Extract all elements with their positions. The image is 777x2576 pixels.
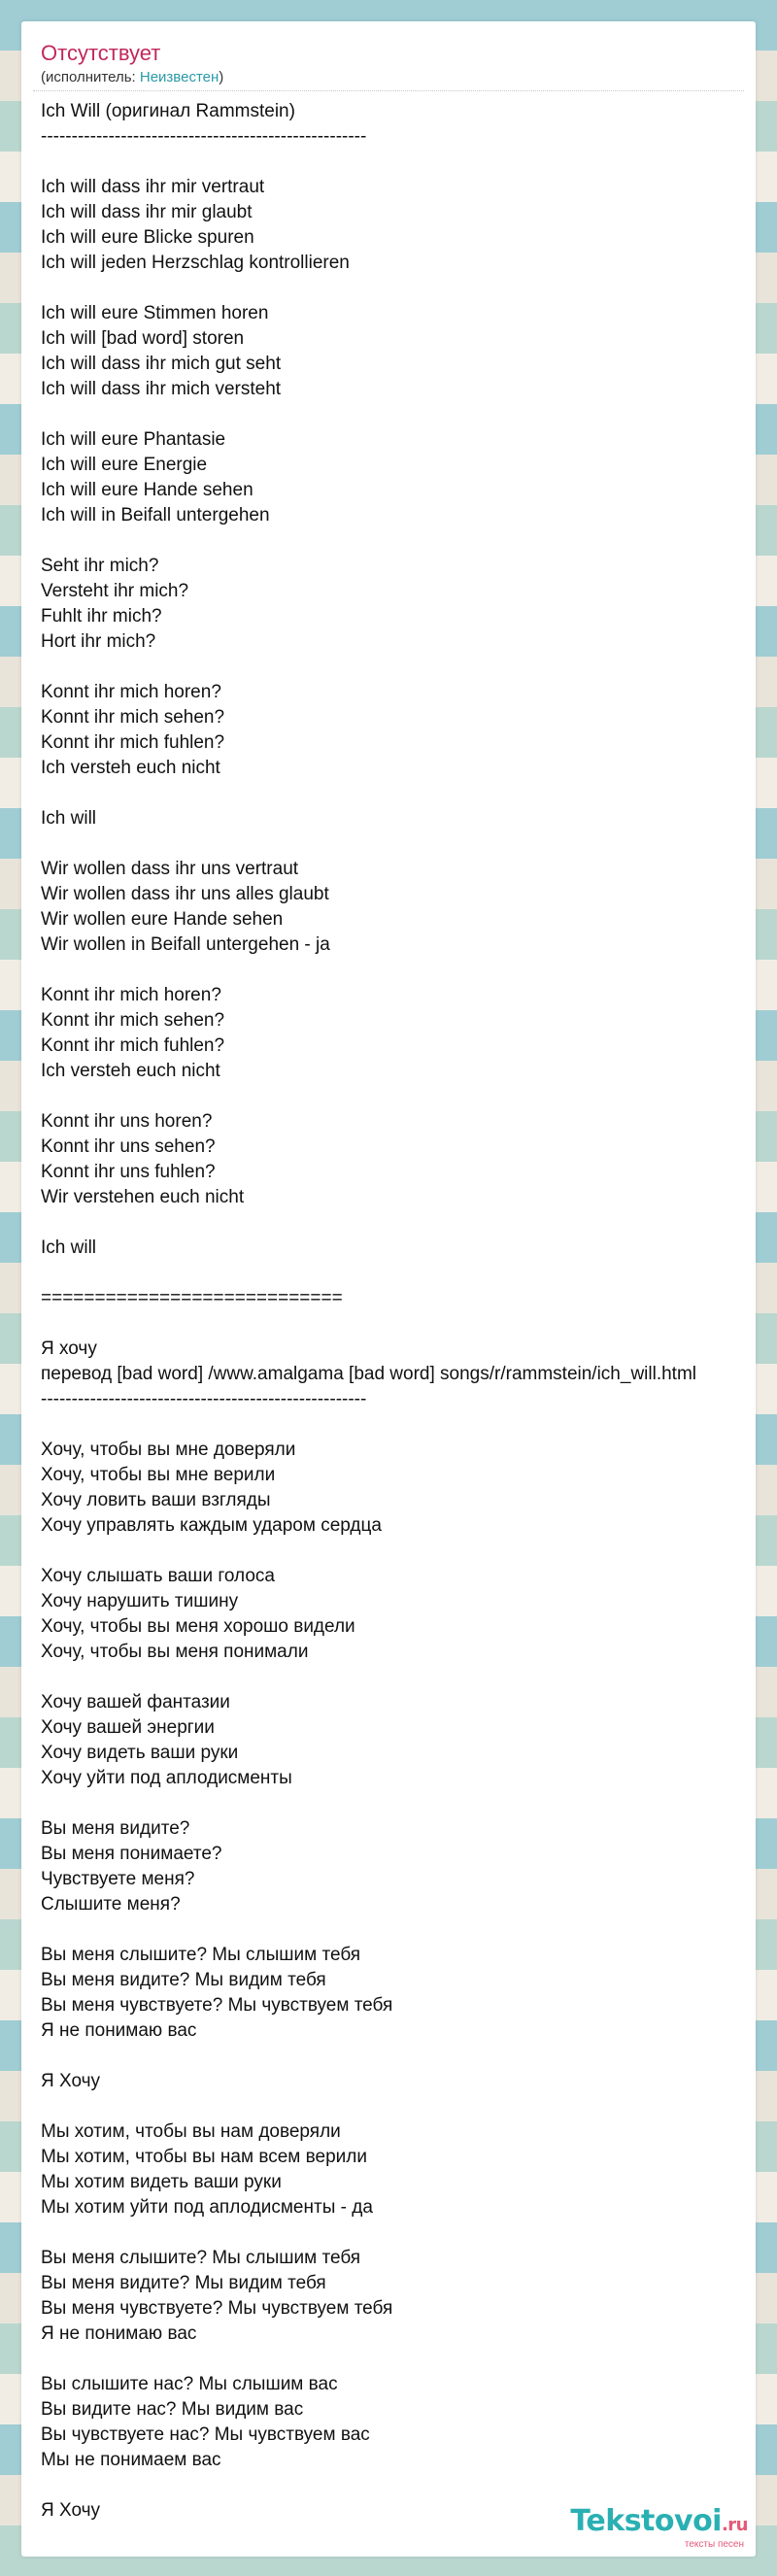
lyrics-card	[21, 21, 756, 2557]
artist-line	[41, 68, 223, 87]
artist-suffix: )	[219, 69, 224, 85]
logo-wordmark	[570, 2506, 748, 2541]
header-divider	[33, 90, 744, 91]
logo-tagline: тексты песен	[684, 2539, 744, 2550]
logo-name: Tekstovoi	[570, 2504, 722, 2538]
site-logo[interactable]	[570, 2506, 748, 2551]
logo-tld: .ru	[721, 2515, 748, 2535]
song-title: Отсутствует	[41, 41, 161, 65]
lyrics-text: Ich Will (оригинал Rammstein) ----------------------------------------------------- Ich will dass ihr mir vertraut Ich will dass ihr mir glaubt Ich will eure Blicke spuren Ich will jeden Herzschlag kontrollieren Ich will eure Stimmen horen Ich will [bad word] storen Ich will dass ihr mich gut seht Ich will dass ihr mich versteht Ich will eure Phantasie Ich will eure Energie Ich will eure Hande sehen Ich will in Beifall untergehen Seht ihr mich? Versteht ihr mich? Fuhlt ihr mich? Hort ihr mich? Konnt ihr mich horen? Konnt ihr mich sehen? Konnt ihr mich fuhlen? Ich versteh euch nicht Ich will Wir wollen dass ihr uns vertraut Wir wollen dass ihr uns alles glaubt Wir wollen eure Hande sehen Wir wollen in Beifall untergehen - ja Konnt ihr mich horen? Konnt ihr mich sehen? Konnt ihr mich fuhlen? Ich versteh euch nicht Konnt ihr uns horen? Konnt ihr uns sehen? Konnt ihr uns fuhlen? Wir verstehen euch nicht Ich will ============================ Я хочу перевод [bad word] /www.amalgama [bad word] songs/r/rammstein/ich_will.html ----------------------------------------------------- Хочу, чтобы вы мне доверяли Хочу, чтобы вы мне верили Хочу ловить ваши взгляды Хочу управлять каждым ударом сердца Хочу слышать ваши голоса Хочу нарушить тишину Хочу, чтобы вы меня хорошо видели Хочу, чтобы вы меня понимали Хочу вашей фантазии Хочу вашей энергии Хочу видеть ваши руки Хочу уйти под аплодисменты Вы меня видите? Вы меня понимаете? Чувствуете меня? Слышите меня? Вы меня слышите? Мы слышим тебя Вы меня видите? Мы видим тебя Вы меня чувствуете? Мы чувствуем тебя Я не понимаю вас Я Хочу Мы хотим, чтобы вы нам доверяли Мы хотим, чтобы вы нам всем верили Мы хотим видеть ваши руки Мы хотим уйти под аплодисменты - да Вы меня слышите? Мы слышим тебя Вы меня видите? Мы видим тебя Вы меня чувствуете? Мы чувствуем тебя Я не понимаю вас Вы слышите нас? Мы слышим вас Вы видите нас? Мы видим вас Вы чувствуете нас? Мы чувствуем вас Мы не понимаем вас Я Хочу	[41, 101, 697, 2521]
artist-link[interactable]: Неизвестен	[139, 69, 220, 85]
artist-prefix: (исполнитель:	[41, 69, 140, 85]
